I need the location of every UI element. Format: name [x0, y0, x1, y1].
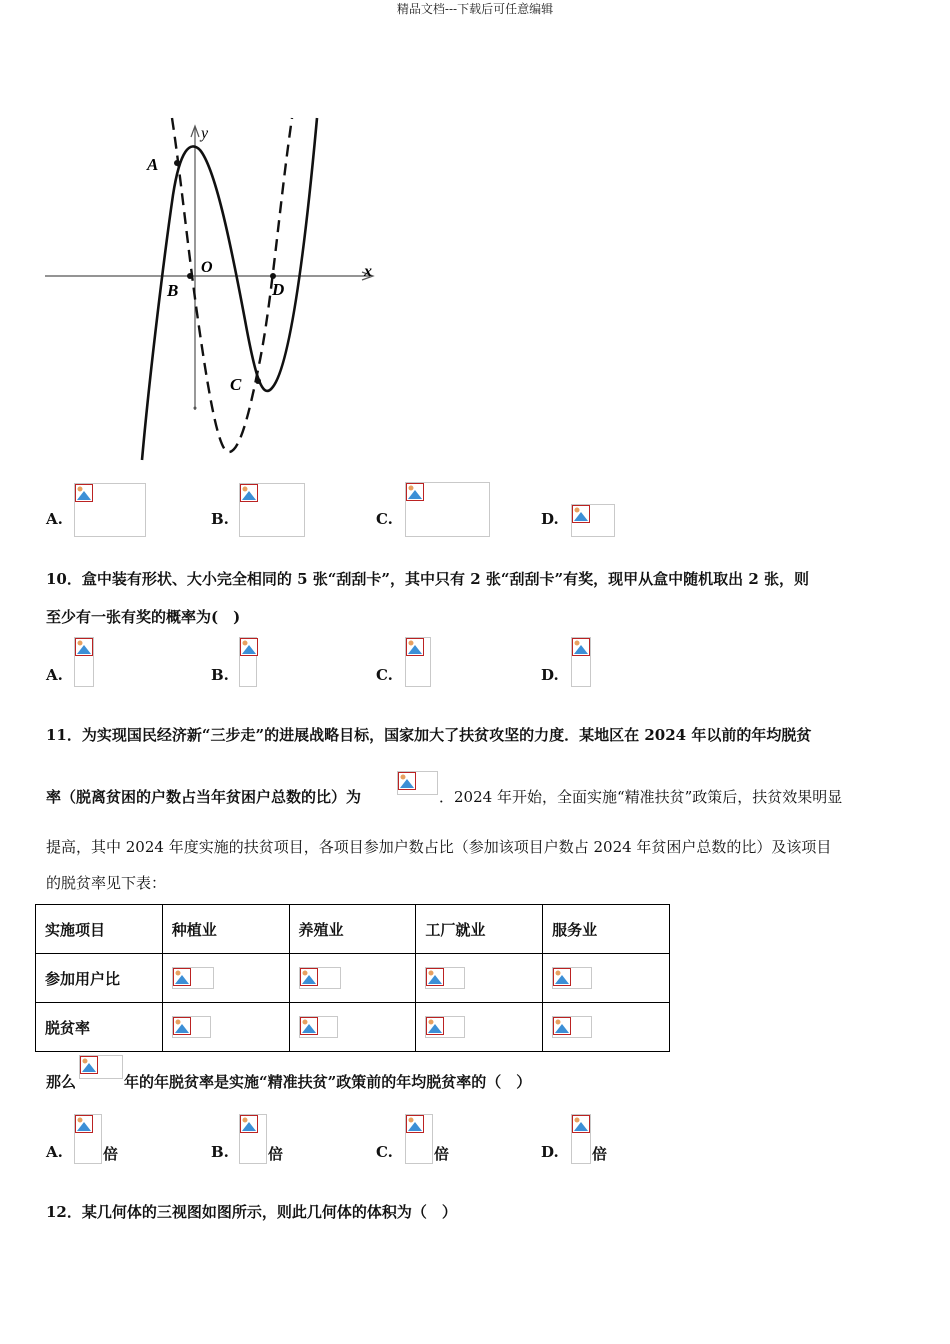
table-header-cell: 工厂就业	[416, 905, 543, 954]
table-cell	[543, 954, 670, 1003]
q11-option-b-image	[239, 1114, 267, 1164]
q11-text-line1: 11．为实现国民经济新“三步走”的进展战略目标，国家加大了扶贫攻坚的力度．某地区在 2024 年以前的年均脱贫	[46, 726, 812, 744]
page-header: 精品文档---下载后可任意编辑	[396, 2, 554, 16]
broken-image-icon	[406, 483, 424, 501]
q11-after-a: 那么	[46, 1073, 77, 1091]
label-x: x	[364, 263, 372, 280]
broken-image-icon	[240, 1115, 258, 1133]
q11-option-a-letter: A.	[46, 1143, 63, 1161]
broken-image-icon	[426, 1017, 444, 1035]
table-cell-image	[552, 1016, 592, 1038]
broken-image-icon	[75, 1115, 93, 1133]
broken-image-icon	[406, 638, 424, 656]
table-header-cell: 养殖业	[289, 905, 416, 954]
label-d: D	[272, 280, 285, 299]
function-graph	[40, 110, 390, 470]
table-header-row	[36, 905, 670, 954]
q9-option-b-image	[239, 483, 305, 537]
q9-option-c-letter: C.	[376, 510, 393, 528]
label-c: C	[230, 375, 242, 394]
q10-option-c-image	[405, 637, 431, 687]
table-cell-image	[425, 967, 465, 989]
table-row-label: 参加用户比	[36, 954, 163, 1003]
q10-text-line2: 至少有一张有奖的概率为( )	[46, 608, 241, 626]
broken-image-icon	[572, 505, 590, 523]
q11-table	[35, 904, 670, 1052]
q11-option-c-image	[405, 1114, 433, 1164]
q11-option-d-unit: 倍	[592, 1145, 608, 1163]
broken-image-icon	[173, 1017, 191, 1035]
label-y: y	[201, 125, 209, 142]
q11-text-line3: 提高，其中 2024 年度实施的扶贫项目，各项目参加户数占比（参加该项目户数占 2024 年贫困户总数的比）及该项目	[46, 838, 832, 856]
table-cell-image	[552, 967, 592, 989]
table-cell	[416, 954, 543, 1003]
broken-image-icon	[240, 638, 258, 656]
q9-option-d-image	[571, 504, 615, 537]
q9-option-d-letter: D.	[541, 510, 559, 528]
table-cell	[289, 1003, 416, 1052]
q10-option-d-image	[571, 637, 591, 687]
q11-text-line2a: 率（脱离贫困的户数占当年贫困户总数的比）为	[46, 788, 362, 806]
q11-year-image	[79, 1055, 123, 1079]
q10-option-b-letter: B.	[211, 666, 229, 684]
q11-option-b-letter: B.	[211, 1143, 229, 1161]
broken-image-icon	[80, 1056, 98, 1074]
q10-option-c-letter: C.	[376, 666, 393, 684]
table-cell	[416, 1003, 543, 1052]
broken-image-icon	[398, 772, 416, 790]
table-cell	[543, 1003, 670, 1052]
q9-option-a-letter: A.	[46, 510, 63, 528]
table-header-cell: 实施项目	[36, 905, 163, 954]
broken-image-icon	[426, 968, 444, 986]
broken-image-icon	[572, 1115, 590, 1133]
q11-option-d-letter: D.	[541, 1143, 559, 1161]
broken-image-icon	[406, 1115, 424, 1133]
q10-option-a-letter: A.	[46, 666, 63, 684]
q11-option-d-image	[571, 1114, 591, 1164]
broken-image-icon	[553, 968, 571, 986]
table-row-label: 脱贫率	[36, 1003, 163, 1052]
table-cell	[162, 1003, 289, 1052]
q11-rate-image	[397, 771, 438, 795]
q10-option-b-image	[239, 637, 257, 687]
broken-image-icon	[75, 638, 93, 656]
table-cell-image	[425, 1016, 465, 1038]
q10-option-d-letter: D.	[541, 666, 559, 684]
label-b: B	[167, 281, 179, 300]
broken-image-icon	[553, 1017, 571, 1035]
q11-text-line2b: ．2024 年开始，全面实施“精准扶贫”政策后，扶贫效果明显	[439, 788, 843, 806]
q10-option-a-image	[74, 637, 94, 687]
q11-option-b-unit: 倍	[268, 1145, 284, 1163]
table-header-cell: 种植业	[162, 905, 289, 954]
q11-option-c-letter: C.	[376, 1143, 393, 1161]
broken-image-icon	[300, 1017, 318, 1035]
broken-image-icon	[572, 638, 590, 656]
q11-option-c-unit: 倍	[434, 1145, 450, 1163]
q9-option-a-image	[74, 483, 146, 537]
q12-text-line1: 12．某几何体的三视图如图所示，则此几何体的体积为（ ）	[46, 1203, 457, 1221]
table-cell	[289, 954, 416, 1003]
q9-option-c-image	[405, 482, 490, 537]
q11-after-b: 年的年脱贫率是实施“精准扶贫”政策前的年均脱贫率的（ ）	[124, 1073, 532, 1091]
table-cell-image	[299, 967, 341, 989]
point-b	[187, 273, 193, 279]
point-a	[174, 160, 180, 166]
q9-option-b-letter: B.	[211, 510, 229, 528]
point-d	[270, 273, 276, 279]
broken-image-icon	[300, 968, 318, 986]
label-origin: O	[201, 259, 213, 276]
label-a: A	[147, 155, 159, 174]
broken-image-icon	[75, 484, 93, 502]
point-c	[255, 378, 261, 384]
broken-image-icon	[240, 484, 258, 502]
table-cell-image	[172, 1016, 211, 1038]
q11-option-a-unit: 倍	[103, 1145, 119, 1163]
q11-text-line4: 的脱贫率见下表：	[46, 874, 167, 892]
q11-option-a-image	[74, 1114, 102, 1164]
table-cell-image	[172, 967, 214, 989]
broken-image-icon	[173, 968, 191, 986]
q10-text-line1: 10．盒中装有形状、大小完全相同的 5 张“刮刮卡”，其中只有 2 张“刮刮卡”有奖，现甲从盒中随机取出 2 张，则	[46, 570, 810, 588]
table-row	[36, 1003, 670, 1052]
table-row	[36, 954, 670, 1003]
table-cell-image	[299, 1016, 338, 1038]
table-cell	[162, 954, 289, 1003]
table-header-cell: 服务业	[543, 905, 670, 954]
